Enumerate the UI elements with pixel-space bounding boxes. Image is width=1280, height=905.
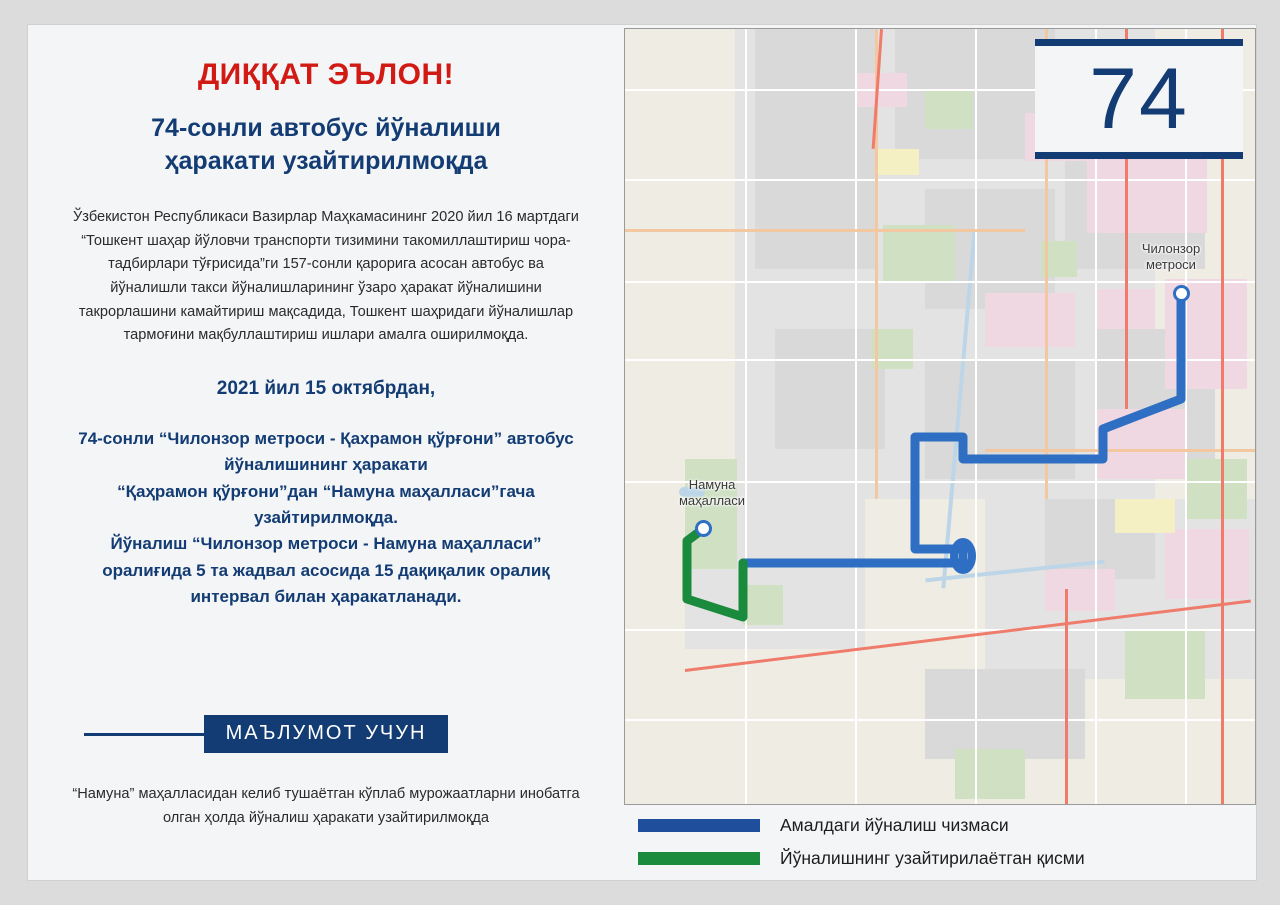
footer-note: “Намуна” маҳалласидан келиб тушаётган кўплаб мурожаатларни инобатга олган ҳолда йўналиш ҳаракати узайтирилмоқда — [72, 786, 580, 827]
poster — [28, 25, 1256, 880]
route-detail-line: оралиғида 5 та жадвал асосида 15 дақиқалик оралиқ — [102, 560, 550, 580]
page-title: ДИҚҚАТ ЭЪЛОН! — [197, 58, 455, 91]
stop-chilonzor-metro[interactable] — [1173, 285, 1190, 302]
info-banner-label: МАЪЛУМОТ УЧУН — [204, 715, 449, 753]
route-detail-line: 74-сонли “Чилонзор метроси - Қахрамон қўрғони” автобус — [78, 428, 574, 448]
legend-swatch-extension — [638, 852, 760, 865]
divider-left — [84, 733, 204, 736]
subtitle-line-2: ҳаракати узайтирилмоқда — [164, 147, 488, 175]
route-detail-block — [62, 426, 590, 610]
effective-date: 2021 йил 15 октябрдан, — [216, 377, 436, 399]
map-legend — [624, 815, 1256, 881]
route-detail-line: йўналишининг ҳаракати — [224, 455, 428, 475]
label-namuna-mahalla: Намуна маҳалласи — [678, 477, 746, 508]
route-detail-line: интервал билан ҳаракатланади. — [190, 586, 462, 606]
legend-item-extension — [624, 848, 1256, 869]
route-detail-line: “Қаҳрамон қўрғони”дан “Намуна маҳалласи”гача — [117, 481, 535, 501]
left-text-panel — [28, 25, 624, 880]
legend-item-existing — [624, 815, 1256, 836]
body-paragraph: Ўзбекистон Республикаси Вазирлар Маҳкамасининг 2020 йил 16 мартдаги “Тошкент шаҳар йўловчи транспорти тизимини такомиллаштириш чора-тадбирлари тўғрисида”ги 157-сонли қарорига асосан автобус ва йўналишли такси йўналишларининг ўзаро ҳаракат йўналишини такрорлашини камайтириш мақсадида, Тошкент шаҳридаги йўналишлар тармоғини мақбуллаштириш ишлари амалга оширилмоқда. — [73, 209, 579, 344]
map-panel — [624, 25, 1256, 880]
route-detail-line: Йўналиш “Чилонзор метроси - Намуна маҳалласи” — [110, 534, 542, 554]
subtitle — [62, 112, 590, 178]
route-map[interactable] — [624, 28, 1256, 805]
legend-swatch-existing — [638, 819, 760, 832]
route-detail-line: узайтирилмоқда. — [254, 507, 398, 527]
legend-label-extension: Йўналишнинг узайтирилаётган қисми — [780, 848, 1085, 868]
stop-namuna-mahalla[interactable] — [695, 520, 712, 537]
info-banner — [28, 715, 624, 753]
label-chilonzor-metro: Чилонзор метроси — [1141, 241, 1201, 272]
subtitle-line-1: 74-сонли автобус йўналиши — [151, 114, 501, 142]
legend-label-existing: Амалдаги йўналиш чизмаси — [780, 815, 1009, 835]
route-number-badge — [1035, 39, 1243, 159]
route-number: 74 — [1089, 51, 1189, 147]
